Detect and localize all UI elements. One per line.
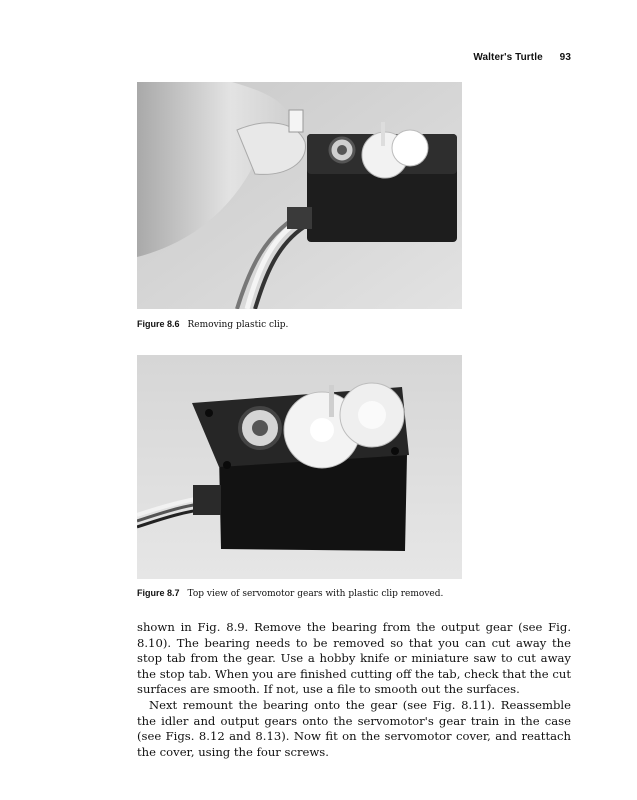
photo-removing-clip [137,82,462,309]
caption-text: Top view of servomotor gears with plastic clip removed. [187,589,444,599]
page-number: 93 [559,52,571,63]
figure-8-6-photo [137,82,462,309]
running-head [135,52,571,63]
figure-8-7-caption [137,588,443,599]
figure-8-6-caption [137,319,288,330]
paragraph-1: shown in Fig. 8.9. Remove the bearing from the output gear (see Fig. 8.10). The bearing needs to be removed so that you can cut away the stop tab from the gear. Use a hobby knife or miniature saw to cut away the stop tab. When you are finished cutting off the tab, check that the cut surfaces are smooth. If not, use a file to smooth out the surfaces. [137,620,571,697]
figure-label: Figure 8.7 [137,588,180,598]
running-title: Walter's Turtle [473,52,543,63]
paragraph-2: Next remount the bearing onto the gear (see Fig. 8.11). Reassemble the idler and output gears onto the servomotor's gear train in the case (see Figs. 8.12 and 8.13). Now fit on the servomotor cover, and reattach the cover, using the four screws. [137,697,571,759]
body-text [137,620,571,760]
figure-8-7-photo [137,355,462,579]
caption-text: Removing plastic clip. [187,320,289,330]
photo-servo-gears [137,355,462,579]
figure-label: Figure 8.6 [137,319,180,329]
